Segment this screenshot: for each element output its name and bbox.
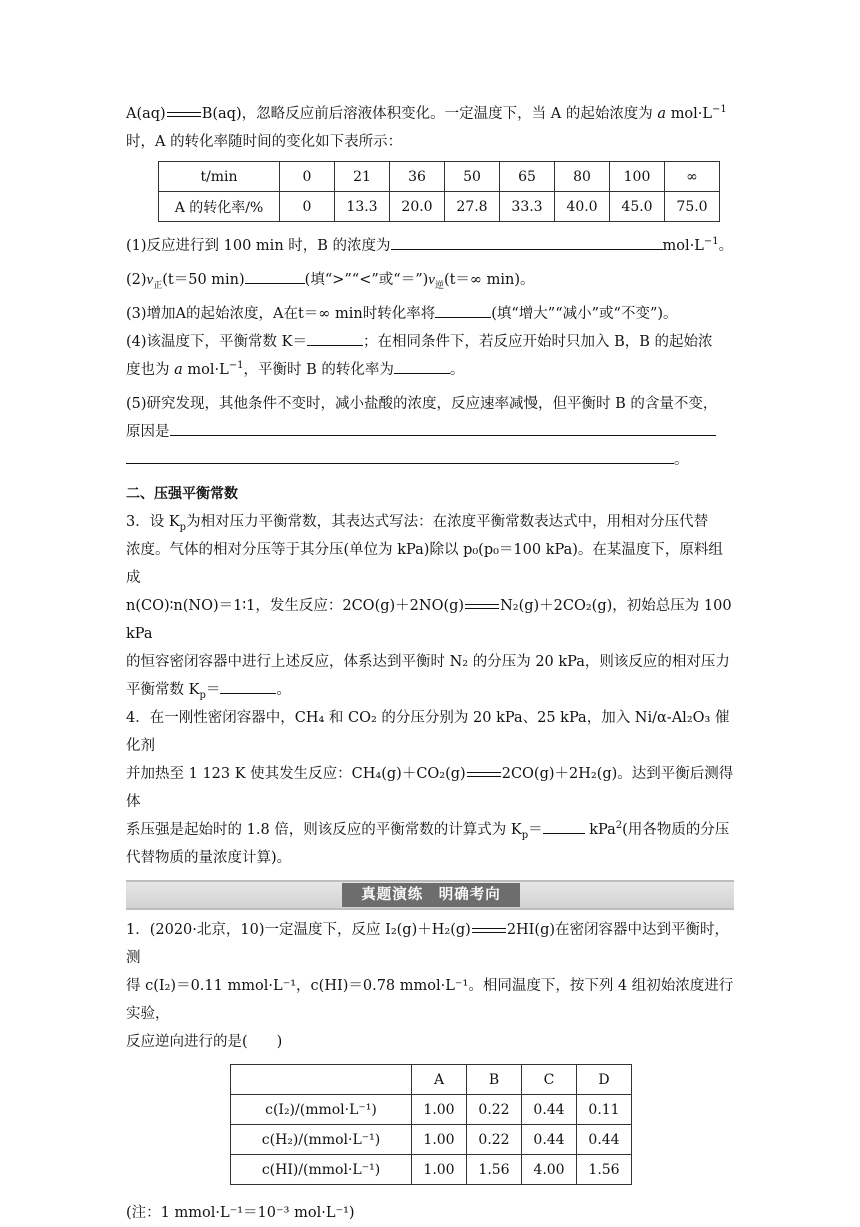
table-cell: 33.3	[500, 192, 555, 222]
banner-label: 真题演练 明确考向	[342, 883, 520, 907]
table-cell: 27.8	[445, 192, 500, 222]
q4-unit: mol·L	[187, 362, 229, 378]
conversion-table	[158, 161, 720, 222]
p3-text-b: 为相对压力平衡常数，其表达式写法：在浓度平衡常数表达式中，用相对分压代替	[186, 514, 709, 530]
table-header-cell: C	[522, 1065, 577, 1095]
kp-sub: p	[199, 689, 206, 701]
concentration-table	[230, 1064, 632, 1185]
ex1-reaction-rhs: 2HI(g)在密闭容器中达到平衡时，测	[126, 922, 730, 966]
table-row	[231, 1155, 632, 1185]
row-label: c(I₂)/(mmol·L⁻¹)	[231, 1095, 412, 1125]
table-cell: 36	[390, 162, 445, 192]
exercise-1-line-3: 反应逆向进行的是( )	[126, 1034, 283, 1050]
table-cell: 1.56	[467, 1155, 522, 1185]
answer-blank[interactable]	[394, 359, 450, 374]
p3-kp-text: 平衡常数 K	[126, 682, 200, 698]
table-cell: 4.00	[522, 1155, 577, 1185]
p4-reaction-lhs: 并加热至 1 123 K 使其发生反应：CH₄(g)＋CO₂(g)	[126, 766, 466, 782]
reaction-reactant: A(aq)	[126, 106, 166, 122]
v-sub-reverse: 逆	[434, 280, 444, 291]
q2-time1: (t＝50 min)	[162, 272, 245, 288]
question-4-cont	[126, 356, 736, 384]
row-label: c(H₂)/(mmol·L⁻¹)	[231, 1125, 412, 1155]
q1-text: (1)反应进行到 100 min 时，B 的浓度为	[126, 238, 391, 254]
table-cell: 21	[335, 162, 390, 192]
table-cell: 80	[555, 162, 610, 192]
table-cell: 1.00	[412, 1155, 467, 1185]
question-2	[126, 266, 736, 294]
p3-reaction-lhs: n(CO)∶n(NO)＝1∶1，发生反应：2CO(g)＋2NO(g)	[126, 598, 465, 614]
answer-blank[interactable]	[543, 819, 585, 834]
p4-equals: ＝	[528, 822, 543, 838]
table-header-cell: B	[467, 1065, 522, 1095]
section-title: 二、压强平衡常数	[126, 486, 238, 502]
p3-text: 3．设 K	[126, 514, 180, 530]
table-cell: 13.3	[335, 192, 390, 222]
table-header-cell: D	[577, 1065, 632, 1095]
table-cell: 75.0	[665, 192, 720, 222]
table-cell: 20.0	[390, 192, 445, 222]
q4-text-b: ；在相同条件下，若反应开始时只加入 B，B 的起始浓	[362, 334, 713, 350]
equilibrium-arrow-icon	[167, 110, 201, 119]
table-cell: 0.44	[577, 1125, 632, 1155]
table-corner-cell	[231, 1065, 412, 1095]
p3-end: 。	[276, 682, 291, 698]
problem-4-line-2	[126, 760, 736, 816]
problem-4-line-4: 代替物质的量浓度计算)。	[126, 850, 292, 866]
p4-unit: kPa	[589, 822, 616, 838]
q2-time2: (t＝∞ min)。	[443, 272, 535, 288]
p4-unit-sup: 2	[615, 820, 623, 832]
exercise-1-line-2: 得 c(I₂)＝0.11 mmol·L⁻¹，c(HI)＝0.78 mmol·L⁻¹。相同温度下，按下列 4 组初始浓度进行实验，	[126, 978, 734, 1022]
table-cell: 0.11	[577, 1095, 632, 1125]
table-cell: 1.00	[412, 1125, 467, 1155]
table-row	[231, 1095, 632, 1125]
q5-text-b: 原因是	[126, 424, 170, 440]
answer-blank[interactable]	[245, 269, 305, 284]
q1-end: 。	[718, 238, 734, 254]
question-5-line	[126, 446, 736, 474]
conc-variable: a	[657, 106, 667, 122]
q3-text: (3)增加A的起始浓度，A在t＝∞ min时转化率将	[126, 306, 436, 322]
q4-end: 。	[449, 362, 465, 378]
table-cell: ∞	[665, 162, 720, 192]
problem-3-line-1	[126, 508, 736, 536]
q3-fill: (填“增大”“减小”或“不变”)。	[491, 306, 678, 322]
q1-unit: mol·L	[662, 238, 704, 254]
answer-blank[interactable]	[220, 679, 276, 694]
q2-fill: (填“>”“<”或“＝”)	[304, 272, 429, 288]
v-sub-forward: 正	[153, 280, 163, 291]
answer-blank[interactable]	[126, 449, 674, 464]
table-cell: 0.22	[467, 1125, 522, 1155]
table-row	[159, 162, 720, 192]
p4-reaction-rhs: 2CO(g)＋2H₂(g)。达到平衡后测得体	[126, 766, 734, 810]
question-5: (5)研究发现，其他条件不变时，减小盐酸的浓度，反应速率减慢，但平衡时 B 的含量不变，	[126, 396, 718, 412]
exercise-1-line-1	[126, 916, 736, 972]
q4-text-d: ，平衡时 B 的转化率为	[243, 362, 394, 378]
table-cell: 45.0	[610, 192, 665, 222]
equilibrium-arrow-icon	[467, 770, 501, 779]
note: (注：1 mmol·L⁻¹＝10⁻³ mol·L⁻¹)	[126, 1205, 355, 1221]
q4-text-a: (4)该温度下，平衡常数 K＝	[126, 334, 307, 350]
equilibrium-arrow-icon	[465, 602, 499, 611]
table-cell: 0.44	[522, 1095, 577, 1125]
table-cell: 1.56	[577, 1155, 632, 1185]
equilibrium-arrow-icon	[472, 926, 506, 935]
problem-3-line-5	[126, 676, 736, 704]
v-symbol: v	[146, 272, 154, 288]
kp-sub: p	[179, 521, 187, 533]
p4-text: 系压强是起始时的 1.8 倍，则该反应的平衡常数的计算式为 K	[126, 822, 522, 838]
problem-3-line-4: 的恒容密闭容器中进行上述反应，体系达到平衡时 N₂ 的分压为 20 kPa，则该反应的相对压力	[126, 654, 730, 670]
intro-line-2: 时，A 的转化率随时间的变化如下表所示：	[126, 134, 403, 150]
table-cell: 0.22	[467, 1095, 522, 1125]
intro-line-1	[126, 100, 736, 128]
question-1	[126, 232, 736, 260]
intro-text: ，忽略反应前后溶液体积变化。一定温度下，当 A 的起始浓度为	[241, 106, 653, 122]
question-5-cont	[126, 418, 736, 446]
section-banner	[126, 880, 734, 910]
question-4	[126, 328, 736, 356]
q4-text-c: 度也为	[126, 362, 170, 378]
q4-unit-sup: −1	[228, 360, 244, 372]
problem-4-line-3	[126, 816, 736, 844]
p3-reaction-rhs: N₂(g)＋2CO₂(g)，初始总压为 100 kPa	[126, 598, 732, 642]
kp-sub: p	[521, 829, 529, 841]
q1-unit-sup: −1	[703, 236, 719, 248]
question-3	[126, 300, 736, 328]
answer-blank[interactable]	[170, 421, 716, 436]
answer-blank[interactable]	[435, 303, 491, 318]
answer-blank[interactable]	[307, 331, 363, 346]
problem-3-line-2: 浓度。气体的相对分压等于其分压(单位为 kPa)除以 p₀(p₀＝100 kPa)。在某温度下，原料组成	[126, 542, 723, 586]
table-cell: 65	[500, 162, 555, 192]
q2-text: (2)	[126, 272, 147, 288]
table-cell: 0	[280, 162, 335, 192]
ex1-reaction-lhs: 1．(2020·北京，10)一定温度下，反应 I₂(g)＋H₂(g)	[126, 922, 471, 938]
conc-unit: mol·L	[670, 106, 713, 122]
table-header-cell: t/min	[159, 162, 280, 192]
table-cell: 40.0	[555, 192, 610, 222]
document-page	[126, 100, 736, 1227]
answer-blank[interactable]	[391, 235, 663, 250]
problem-3-line-3	[126, 592, 736, 648]
v-symbol: v	[428, 272, 435, 288]
problem-4-line-1: 4．在一刚性密闭容器中，CH₄ 和 CO₂ 的分压分别为 20 kPa、25 kPa，加入 Ni/α-Al₂O₃ 催化剂	[126, 710, 730, 754]
reaction-product: B(aq)	[201, 106, 242, 122]
table-cell: 0.44	[522, 1125, 577, 1155]
p4-text-d: (用各物质的分压	[622, 822, 730, 838]
table-row	[159, 192, 720, 222]
conc-variable: a	[174, 362, 183, 378]
table-header-cell: A	[412, 1065, 467, 1095]
table-header-row	[231, 1065, 632, 1095]
table-header-cell: A 的转化率/%	[159, 192, 280, 222]
table-row	[231, 1125, 632, 1155]
conc-unit-sup: −1	[712, 104, 727, 116]
table-cell: 1.00	[412, 1095, 467, 1125]
table-cell: 0	[280, 192, 335, 222]
table-cell: 100	[610, 162, 665, 192]
row-label: c(HI)/(mmol·L⁻¹)	[231, 1155, 412, 1185]
q5-end: 。	[674, 452, 689, 468]
p3-equals: ＝	[205, 682, 221, 698]
table-cell: 50	[445, 162, 500, 192]
